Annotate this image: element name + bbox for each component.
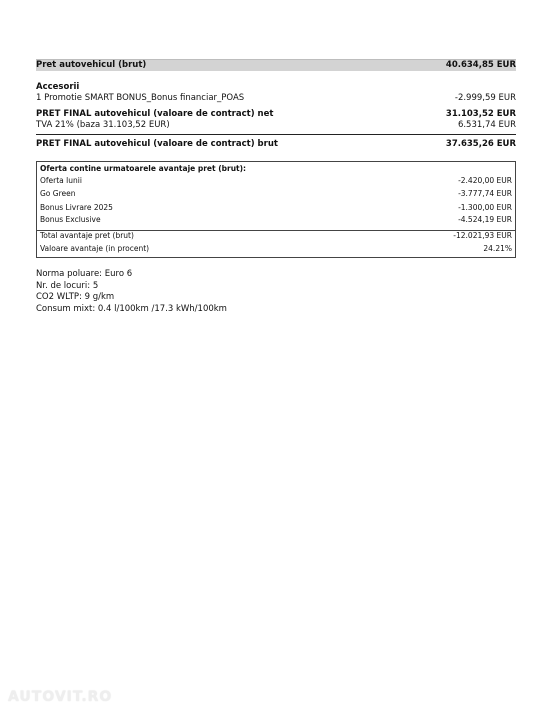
note-emission-norm: Norma poluare: Euro 6 [36,269,133,279]
vehicle-notes [36,269,227,315]
final-gross-value: 37.635,26 EUR [445,139,516,149]
final-gross-label: PRET FINAL autovehicul (valoare de contract) brut [36,139,278,149]
offer-item-label: Oferta lunii [40,176,82,185]
vat-row [36,120,516,131]
price-gross-label: Pret autovehicul (brut) [36,60,147,70]
accessories-heading: Accesorii [36,82,80,92]
offer-heading: Oferta contine urmatoarele avantaje pret (brut): [40,164,247,173]
final-net-label: PRET FINAL autovehicul (valoare de contract) net [36,109,274,119]
vat-value: 6.531,74 EUR [457,120,516,130]
offer-item-value: -2.420,00 EUR [458,176,512,185]
offer-item-value: -4.524,19 EUR [458,215,512,224]
accessories-heading-row [36,82,516,93]
offer-item-row [40,189,512,199]
offer-percent-row [40,244,512,254]
note-seats: Nr. de locuri: 5 [36,280,99,291]
vat-label: TVA 21% (baza 31.103,52 EUR) [36,120,170,130]
offer-item-label: Bonus Exclusive [40,215,101,224]
note-co2: CO2 WLTP: 9 g/km [36,292,115,302]
offer-item-row [40,203,512,213]
offer-heading-row [40,164,512,174]
accessory-item-value: -2.999,59 EUR [454,93,516,103]
note-consumption: Consum mixt: 0.4 l/100km /17.3 kWh/100km [36,303,227,314]
divider-line [36,134,516,135]
offer-item-value: -1.300,00 EUR [458,203,512,212]
final-net-value: 31.103,52 EUR [445,109,516,119]
final-gross-row [36,139,516,150]
offer-total-label: Total avantaje pret (brut) [40,231,134,240]
offer-item-row [40,176,512,186]
offer-percent-value: 24.21% [483,244,512,253]
watermark-logo: AUTOVIT.RO [8,689,113,705]
offer-item-row [40,215,512,225]
accessory-item-label: 1 Promotie SMART BONUS_Bonus financiar_POAS [36,93,245,103]
offer-percent-label: Valoare avantaje (in procent) [40,244,150,253]
accessory-item-row [36,93,516,104]
offer-total-value: -12.021,93 EUR [453,231,512,240]
price-gross-value: 40.634,85 EUR [445,60,516,70]
final-net-row [36,109,516,120]
offer-advantages-box [36,161,516,258]
offer-item-label: Bonus Livrare 2025 [40,203,113,212]
offer-total-row [40,231,512,241]
price-gross-row [36,60,516,71]
offer-item-label: Go Green [40,189,76,198]
offer-item-value: -3.777,74 EUR [458,189,512,198]
